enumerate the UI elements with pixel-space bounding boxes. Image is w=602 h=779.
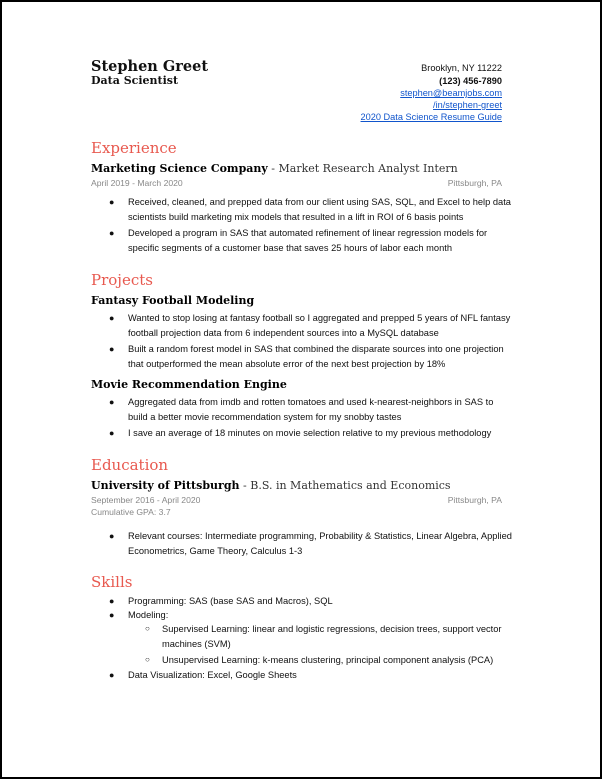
skill-unsupervised: Unsupervised Learning: k-means clustering, principal component analysis (PCA): [162, 655, 494, 665]
school-name: University of Pittsburgh: [91, 479, 240, 492]
experience-dates: April 2019 - March 2020: [91, 178, 183, 188]
skill-visualization: Data Visualization: Excel, Google Sheets: [128, 670, 297, 680]
separator: -: [239, 479, 251, 492]
bullet-dot: ●: [109, 197, 115, 207]
project-1-bullet-2: Built a random forest model in SAS that combined the disparate sources into one projection that outperformed the mean absolute error of the next best projection by 18%: [128, 344, 504, 369]
bullet-dot: ●: [109, 596, 115, 606]
education-location: Pittsburgh, PA: [447, 495, 502, 505]
projects-heading: Projects: [91, 271, 153, 289]
experience-location: Pittsburgh, PA: [447, 178, 502, 188]
sub-bullet-circle: ○: [145, 624, 150, 633]
project-2-bullet-2: I save an average of 18 minutes on movie selection relative to my previous methodology: [128, 428, 492, 438]
gpa-text: Cumulative GPA: 3.7: [91, 507, 171, 517]
project-title-text: Movie Recommendation Engine: [91, 378, 287, 391]
project-1-bullet-1: Wanted to stop losing at fantasy football so I aggregated and prepped 5 years of NFL fantasy football projection data from 6 independent sources into a MySQL database: [128, 313, 511, 338]
education-header: [91, 479, 451, 492]
project-title-text: Fantasy Football Modeling: [91, 294, 255, 307]
bullet-dot: ●: [109, 610, 115, 620]
candidate-title: Data Scientist: [91, 74, 179, 87]
sub-bullet-circle: ○: [145, 655, 150, 664]
education-dates: September 2016 - April 2020: [91, 495, 201, 505]
experience-header: [91, 162, 458, 175]
bullet-dot: ●: [109, 228, 115, 238]
project-title-1: [91, 294, 254, 307]
bullet-dot: ●: [109, 670, 115, 680]
email-link[interactable]: stephen@beamjobs.com: [400, 88, 502, 98]
company-name: Marketing Science Company: [91, 162, 268, 175]
skills-heading: Skills: [91, 573, 133, 591]
experience-bullet-2: Developed a program in SAS that automated refinement of linear regression models for specific segments of a customer base that saves 25 hours of labor each month: [128, 228, 488, 253]
experience-heading: Experience: [91, 139, 177, 157]
bullet-dot: ●: [109, 428, 115, 438]
experience-bullet-1: Received, cleaned, and prepped data from our client using SAS, SQL, and Excel to help data scientists build marketing mix models that resulted in a lift in ROI of 6 basis points: [128, 197, 511, 222]
education-heading: Education: [91, 456, 169, 474]
project-title-2: [91, 378, 287, 391]
linkedin-link[interactable]: /in/stephen-greet: [433, 100, 502, 110]
skill-programming: Programming: SAS (base SAS and Macros), SQL: [128, 596, 333, 606]
location-text: Brooklyn, NY 11222: [421, 63, 502, 73]
bullet-dot: ●: [109, 313, 115, 323]
skill-supervised: Supervised Learning: linear and logistic regressions, decision trees, support vector machines (SVM): [162, 624, 502, 649]
skill-modeling: Modeling:: [128, 610, 169, 620]
separator: -: [267, 162, 279, 175]
bullet-dot: ●: [109, 397, 115, 407]
candidate-name: Stephen Greet: [91, 58, 209, 75]
job-role: Market Research Analyst Intern: [278, 162, 458, 175]
phone-text: (123) 456-7890: [439, 76, 502, 86]
resume-guide-link[interactable]: 2020 Data Science Resume Guide: [360, 112, 502, 122]
bullet-dot: ●: [109, 344, 115, 354]
education-bullet-1: Relevant courses: Intermediate programming, Probability & Statistics, Linear Algebra, Applied Econometrics, Game Theory, Calculus 1-3: [128, 531, 512, 556]
degree-text: B.S. in Mathematics and Economics: [250, 479, 451, 492]
bullet-dot: ●: [109, 531, 115, 541]
project-2-bullet-1: Aggregated data from imdb and rotten tomatoes and used k-nearest-neighbors in SAS to build a better movie recommendation system for my snobby tastes: [128, 397, 494, 422]
